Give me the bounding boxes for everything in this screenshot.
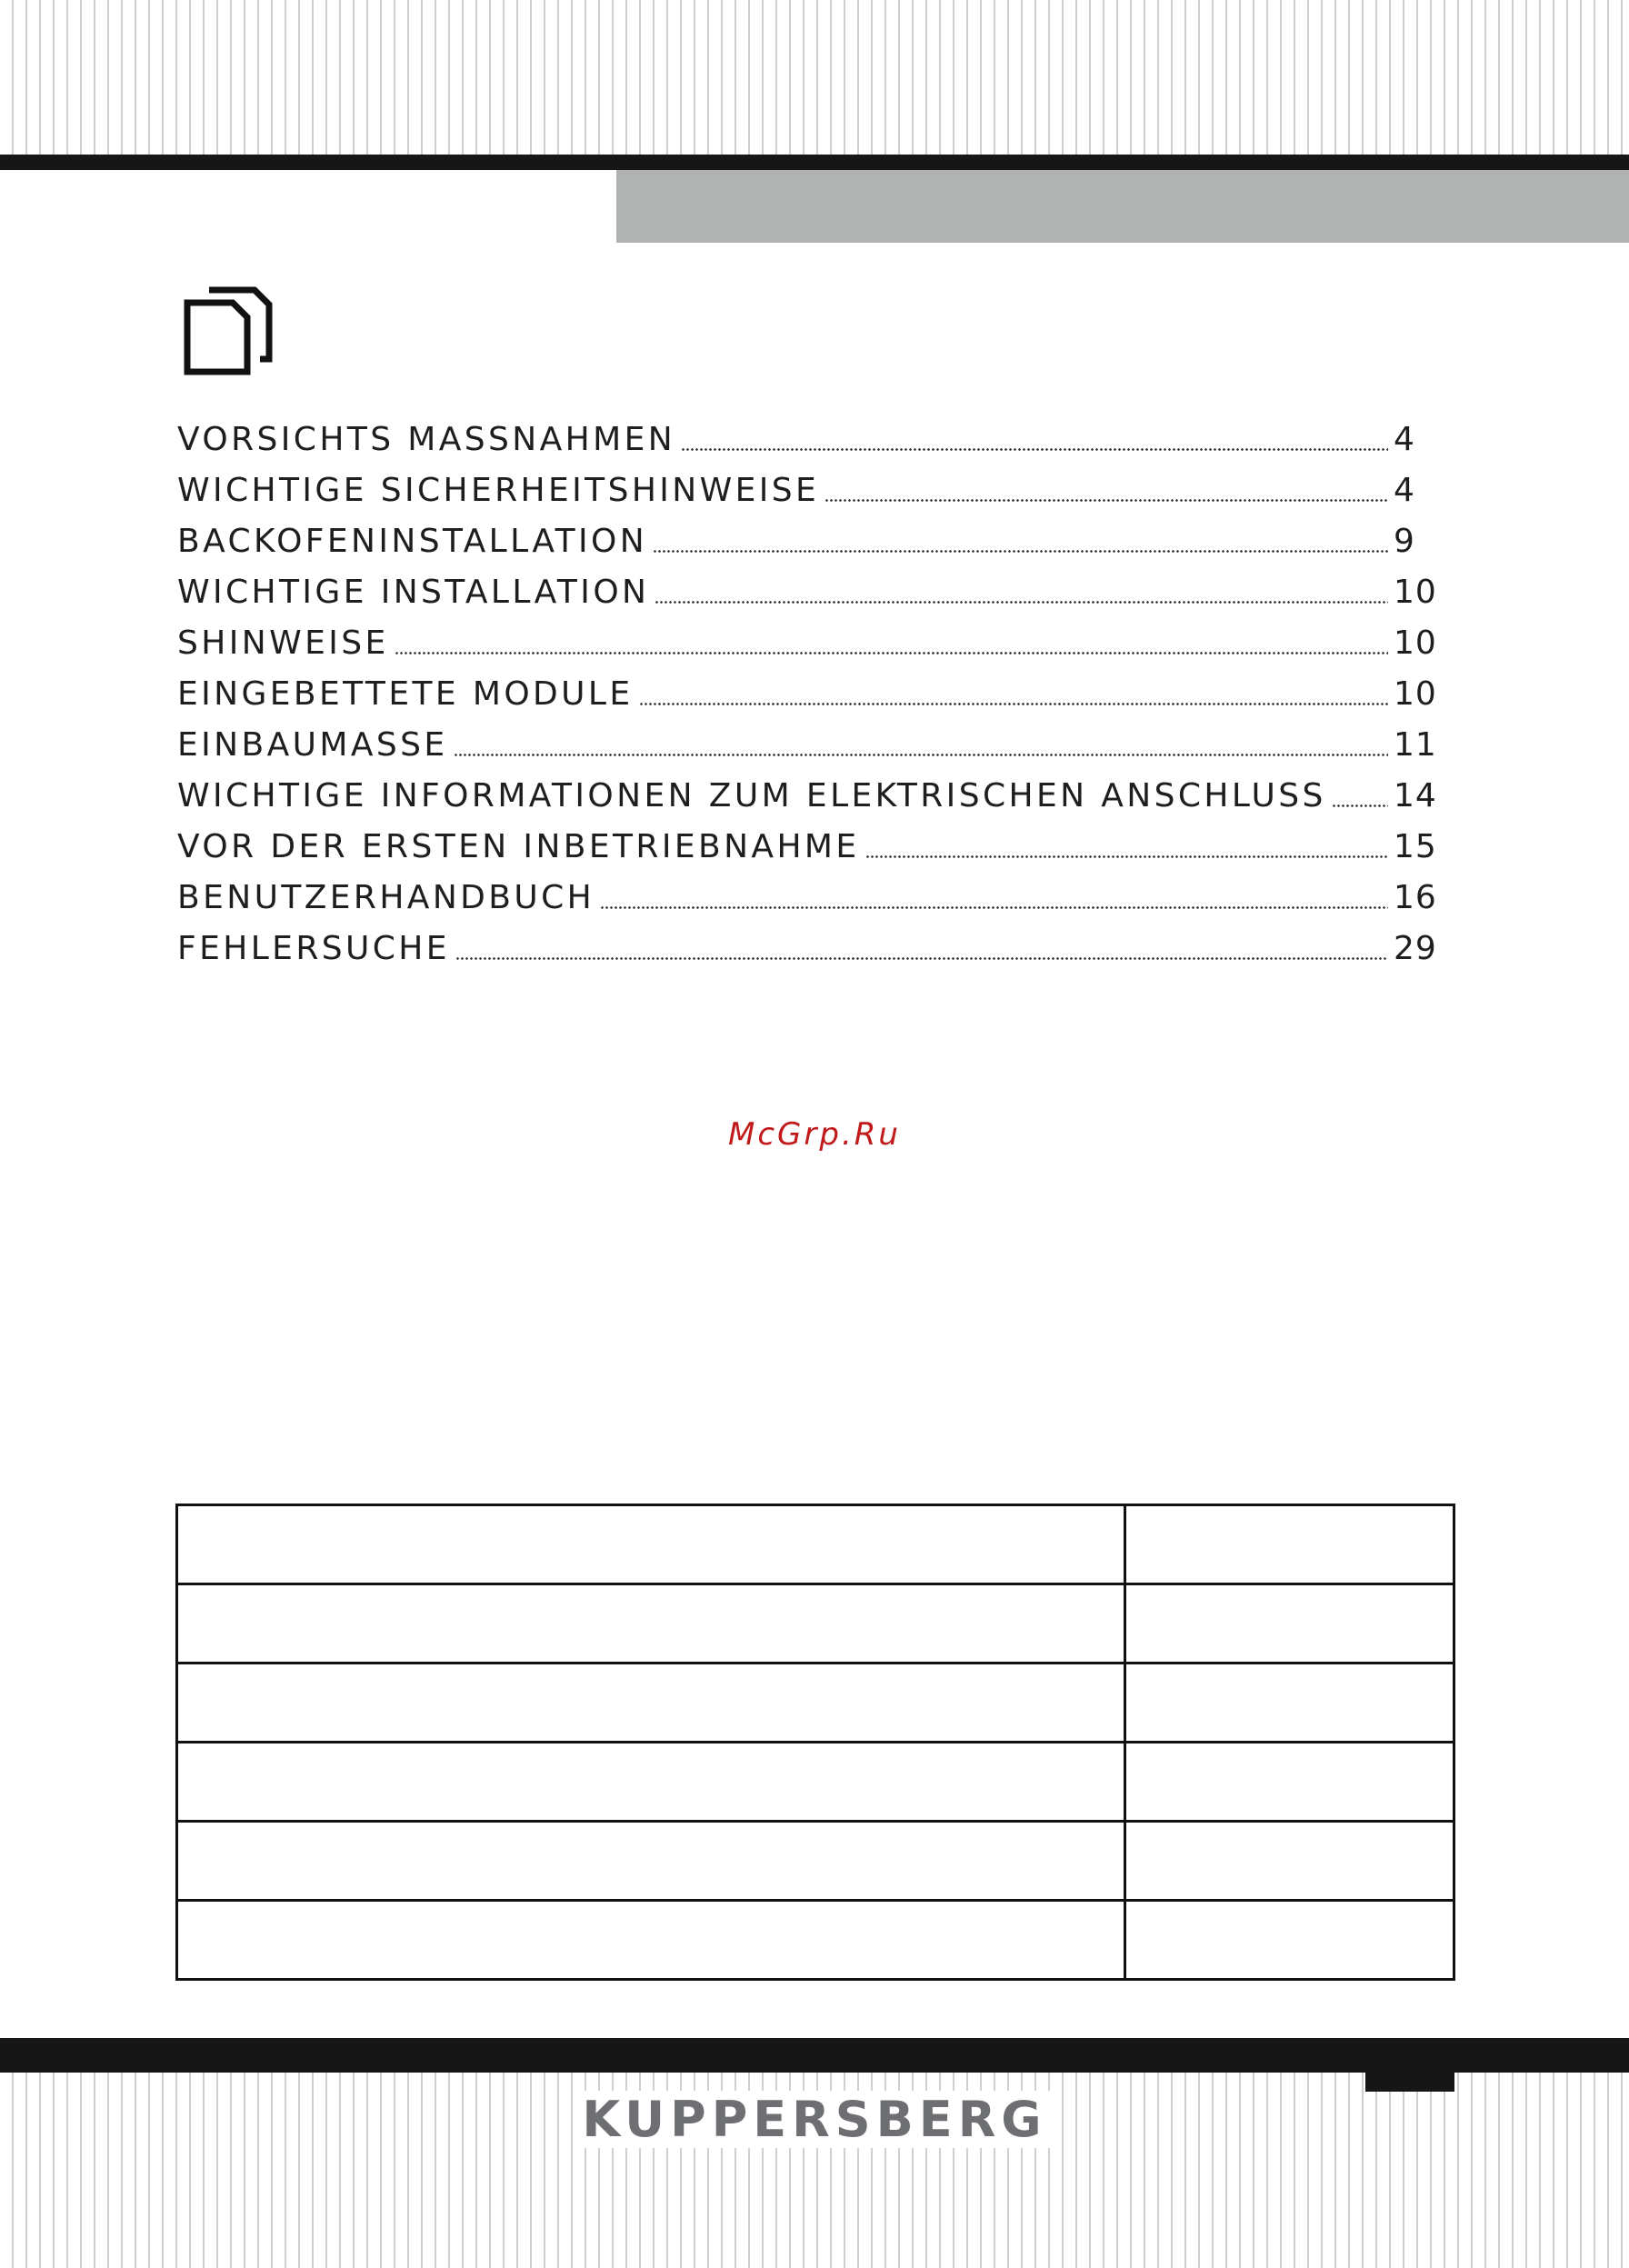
table-row xyxy=(177,1664,1454,1743)
toc-leader-dots xyxy=(395,652,1388,654)
toc-entry-page: 4 xyxy=(1394,472,1415,509)
table-row xyxy=(177,1822,1454,1901)
toc-entry-title: BENUTZERHANDBUCH xyxy=(177,879,595,916)
table-cell xyxy=(1125,1584,1454,1664)
table-cell xyxy=(1125,1743,1454,1822)
toc-entry[interactable] xyxy=(177,762,1441,813)
toc-entry-title: SHINWEISE xyxy=(177,624,389,662)
toc-entry-page: 10 xyxy=(1394,574,1437,611)
header-blank xyxy=(0,170,616,245)
toc-leader-dots xyxy=(639,703,1388,705)
toc-entry-title: EINGEBETTETE MODULE xyxy=(177,675,634,713)
brand-wordmark: KUPPERSBERG xyxy=(573,2091,1055,2148)
toc-leader-dots xyxy=(655,601,1388,604)
toc-entry-title: VOR DER ERSTEN INBETRIEBNAHME xyxy=(177,828,860,865)
toc-leader-dots xyxy=(865,855,1388,858)
toc-entry-page: 9 xyxy=(1394,523,1415,560)
table-cell xyxy=(177,1901,1125,1980)
toc-entry-page: 29 xyxy=(1394,930,1437,967)
blank-grid-table xyxy=(175,1504,1455,1981)
table-cell xyxy=(1125,1901,1454,1980)
toc-entry[interactable] xyxy=(177,813,1441,864)
header-band xyxy=(616,170,1629,243)
toc-entry[interactable] xyxy=(177,558,1441,609)
toc-leader-dots xyxy=(824,499,1388,502)
toc-entry[interactable] xyxy=(177,456,1441,507)
toc-entry[interactable] xyxy=(177,609,1441,660)
toc-entry-page: 10 xyxy=(1394,624,1437,662)
toc-entry-title: EINBAUMASSE xyxy=(177,726,448,764)
table-cell xyxy=(1125,1664,1454,1743)
toc-entry[interactable] xyxy=(177,864,1441,914)
toc-entry-title: WICHTIGE SICHERHEITSHINWEISE xyxy=(177,472,820,509)
toc-leader-dots xyxy=(653,550,1388,553)
table-row xyxy=(177,1505,1454,1584)
table-cell xyxy=(177,1664,1125,1743)
toc-leader-dots xyxy=(454,754,1388,756)
toc-entry-page: 14 xyxy=(1394,777,1437,814)
toc-entry-page: 15 xyxy=(1394,828,1437,865)
toc-entry[interactable] xyxy=(177,711,1441,762)
table-cell xyxy=(177,1584,1125,1664)
toc-entry[interactable] xyxy=(177,405,1441,456)
watermark-link[interactable]: McGrp.Ru xyxy=(728,1116,901,1153)
table-cell xyxy=(177,1822,1125,1901)
table-cell xyxy=(177,1743,1125,1822)
toc-entry-page: 11 xyxy=(1394,726,1437,764)
toc-entry-title: BACKOFENINSTALLATION xyxy=(177,523,648,560)
toc-entry-page: 4 xyxy=(1394,421,1415,458)
toc-entry[interactable] xyxy=(177,660,1441,711)
toc-entry-page: 16 xyxy=(1394,879,1437,916)
header-rule xyxy=(0,155,1629,170)
table-cell xyxy=(177,1505,1125,1584)
toc-leader-dots xyxy=(681,448,1388,451)
table-cell xyxy=(1125,1822,1454,1901)
top-stripe-pattern xyxy=(0,0,1629,155)
toc-entry[interactable] xyxy=(177,507,1441,558)
table-row xyxy=(177,1743,1454,1822)
toc-entry-page: 10 xyxy=(1394,675,1437,713)
toc-leader-dots xyxy=(1332,804,1388,807)
table-row xyxy=(177,1584,1454,1664)
toc-entry-title: WICHTIGE INFORMATIONEN ZUM ELEKTRISCHEN ANSCHLUSS xyxy=(177,777,1326,814)
table-cell xyxy=(1125,1505,1454,1584)
table-of-contents xyxy=(177,405,1441,965)
table-row xyxy=(177,1901,1454,1980)
documents-icon xyxy=(182,285,277,375)
toc-leader-dots xyxy=(455,957,1388,960)
toc-leader-dots xyxy=(600,906,1388,909)
toc-entry[interactable] xyxy=(177,914,1441,965)
toc-entry-title: VORSICHTS MASSNAHMEN xyxy=(177,421,676,458)
page-number-tab xyxy=(1365,2073,1454,2092)
footer-rule xyxy=(0,2038,1629,2073)
brand-logo xyxy=(0,2091,1629,2148)
toc-entry-title: WICHTIGE INSTALLATION xyxy=(177,574,650,611)
toc-entry-title: FEHLERSUCHE xyxy=(177,930,450,967)
